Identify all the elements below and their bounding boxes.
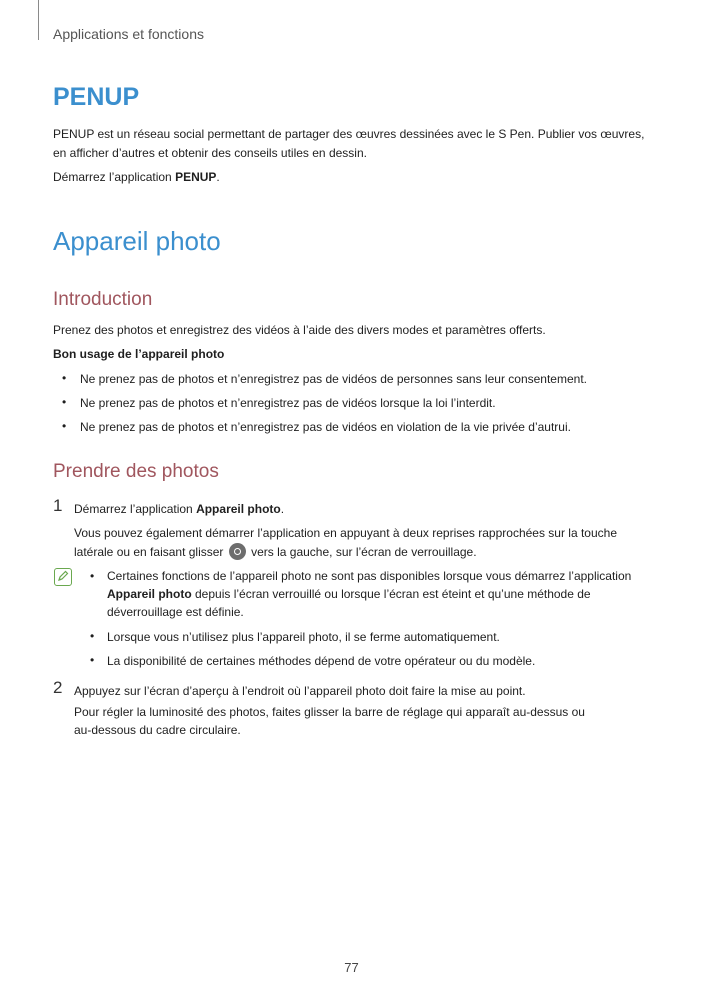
penup-launch-instruction bbox=[53, 168, 220, 186]
bullet-marker: • bbox=[90, 569, 95, 583]
running-header: Applications et fonctions bbox=[53, 26, 204, 42]
note-1-app-name: Appareil photo bbox=[107, 587, 192, 601]
etiquette-bullet-2: Ne prenez pas de photos et n’enregistrez pas de vidéos lorsque la loi l’interdit. bbox=[80, 396, 496, 410]
introduction-heading: Introduction bbox=[53, 289, 153, 310]
launch-prefix: Démarrez l’application bbox=[53, 170, 176, 184]
camera-icon bbox=[229, 543, 246, 560]
note-1-prefix: Certaines fonctions de l’appareil photo ne sont pas disponibles lorsque vous démarrez l’application bbox=[107, 569, 632, 583]
camera-title: Appareil photo bbox=[53, 226, 221, 256]
step-2-detail-line2: au-dessous du cadre circulaire. bbox=[74, 723, 241, 737]
step-1-detail-line2-b: vers la gauche, sur l’écran de verrouillage. bbox=[251, 545, 477, 559]
step-1-detail-line2-a: latérale ou en faisant glisser bbox=[74, 545, 224, 559]
penup-description-line1: PENUP est un réseau social permettant de partager des œuvres dessinées avec le S Pen. Publier vos œuvres, bbox=[53, 127, 645, 141]
bullet-marker: • bbox=[62, 371, 67, 385]
step-1-prefix: Démarrez l’application bbox=[74, 502, 197, 516]
etiquette-heading: Bon usage de l’appareil photo bbox=[53, 347, 225, 361]
note-1-end: déverrouillage est définie. bbox=[107, 605, 244, 619]
step-1-number: 1 bbox=[53, 496, 63, 515]
penup-description-line2: en afficher d’autres et obtenir des conseils utiles en dessin. bbox=[53, 146, 367, 160]
note-icon bbox=[54, 568, 72, 586]
bullet-marker: • bbox=[62, 419, 67, 433]
step-1-suffix: . bbox=[280, 502, 285, 516]
note-2: Lorsque vous n’utilisez plus l’appareil photo, il se ferme automatiquement. bbox=[107, 630, 500, 644]
penup-title: PENUP bbox=[53, 83, 140, 111]
page-number: 77 bbox=[344, 960, 359, 975]
note-3: La disponibilité de certaines méthodes dépend de votre opérateur ou du modèle. bbox=[107, 654, 536, 668]
app-name-penup: PENUP bbox=[175, 170, 217, 184]
bullet-marker: • bbox=[90, 653, 95, 667]
step-2-detail-line1: Pour régler la luminosité des photos, faites glisser la barre de réglage qui apparaît au-dessus ou bbox=[74, 705, 585, 719]
launch-suffix: . bbox=[216, 170, 220, 184]
step-2-number: 2 bbox=[53, 678, 63, 697]
step-1-detail-line1: Vous pouvez également démarrer l’application en appuyant à deux reprises rapprochées sur la touche bbox=[74, 526, 617, 540]
app-name-camera: Appareil photo bbox=[196, 502, 281, 516]
etiquette-bullet-3: Ne prenez pas de photos et n’enregistrez pas de vidéos en violation de la vie privée d’autrui. bbox=[80, 420, 571, 434]
etiquette-bullet-1: Ne prenez pas de photos et n’enregistrez pas de vidéos de personnes sans leur consentement. bbox=[80, 372, 587, 386]
note-1 bbox=[107, 567, 652, 621]
step-1-detail-line2 bbox=[74, 543, 477, 561]
taking-photos-heading: Prendre des photos bbox=[53, 461, 219, 482]
step-2-text: Appuyez sur l’écran d’aperçu à l’endroit où l’appareil photo doit faire la mise au point. bbox=[74, 684, 526, 698]
step-1-text bbox=[74, 500, 284, 518]
header-rule bbox=[38, 0, 39, 40]
note-1-mid: depuis l’écran verrouillé ou lorsque l’écran est éteint et qu’une méthode de bbox=[191, 587, 591, 601]
introduction-text: Prenez des photos et enregistrez des vidéos à l’aide des divers modes et paramètres offerts. bbox=[53, 323, 546, 337]
bullet-marker: • bbox=[90, 629, 95, 643]
bullet-marker: • bbox=[62, 395, 67, 409]
